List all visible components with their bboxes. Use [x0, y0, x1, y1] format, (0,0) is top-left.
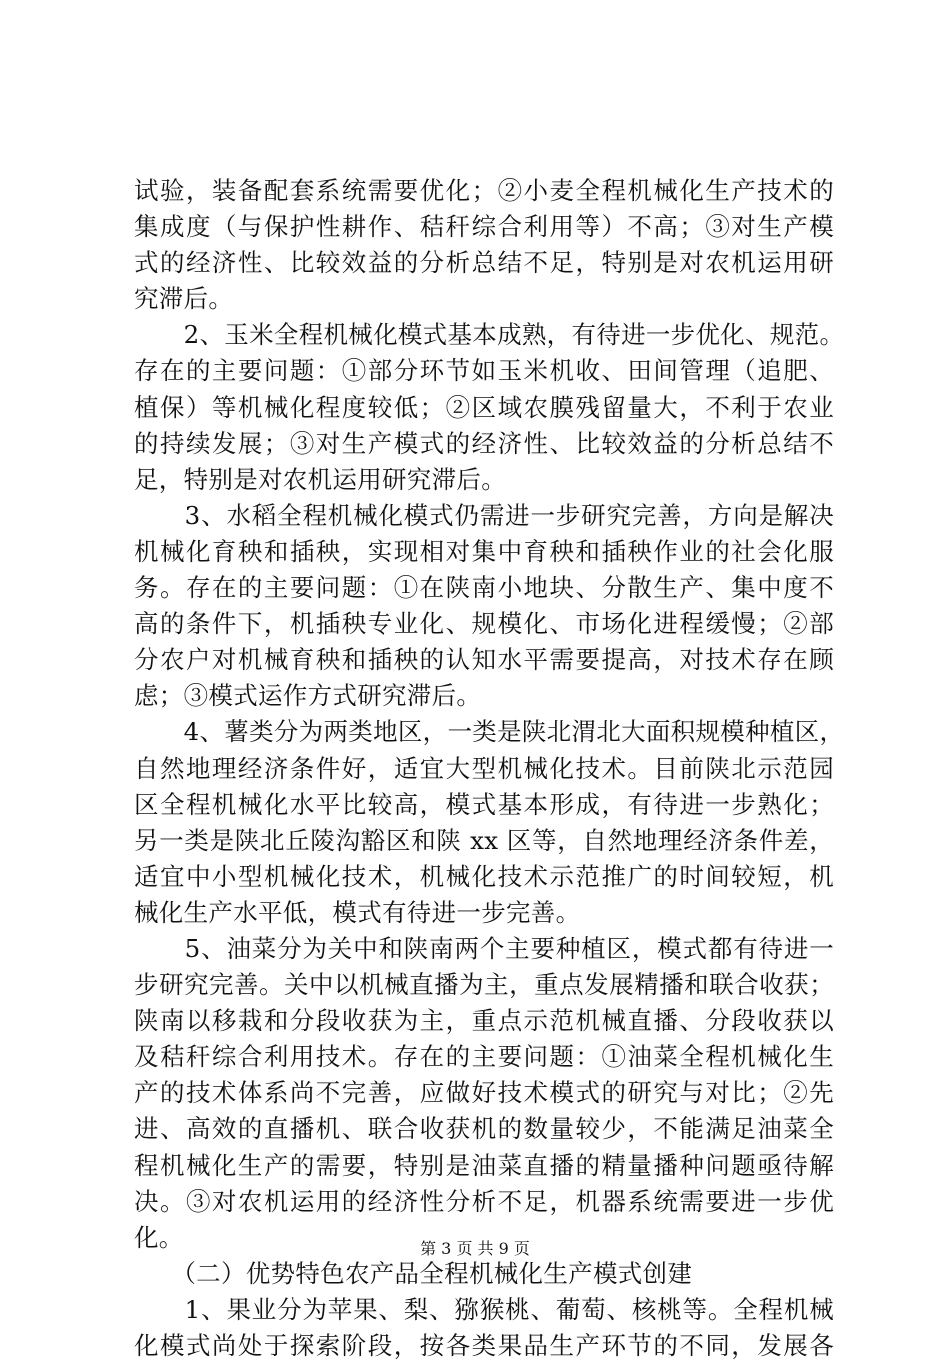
text-line: 产的技术体系尚不完善，应做好技术模式的研究与对比；②先 [134, 1078, 834, 1108]
text-line: 植保）等机械化程度较低；②区域农膜残留量大，不利于农业 [134, 392, 834, 422]
text-line: 另一类是陕北丘陵沟豁区和陕 xx 区等，自然地理经济条件差， [134, 825, 834, 855]
text-line: 务。存在的主要问题：①在陕南小地块、分散生产、集中度不 [134, 573, 834, 603]
text-line: 3、水稻全程机械化模式仍需进一步研究完善，方向是解决 [134, 500, 835, 530]
text-line: 4、薯类分为两类地区，一类是陕北渭北大面积规模种植区， [134, 717, 845, 747]
text-line: 存在的主要问题：①部分环节如玉米机收、田间管理（追肥、 [134, 356, 834, 386]
text-line: 械化生产水平低，模式有待进一步完善。 [134, 897, 581, 927]
text-line: 分农户对机械育秧和插秧的认知水平需要提高，对技术存在顾 [134, 645, 834, 675]
text-line: 及秸秆综合利用技术。存在的主要问题：①油菜全程机械化生 [134, 1042, 834, 1072]
text-line: 区全程机械化水平比较高，模式基本形成，有待进一步熟化； [134, 789, 834, 819]
text-line: 适宜中小型机械化技术，机械化技术示范推广的时间较短，机 [134, 861, 834, 891]
text-line: 步研究完善。关中以机械直播为主，重点发展精播和联合收获； [134, 970, 834, 1000]
text-line: 化模式尚处于探索阶段，按各类果品生产环节的不同，发展各 [134, 1331, 834, 1360]
text-line: 程机械化生产的需要，特别是油菜直播的精量播种问题亟待解 [134, 1150, 834, 1180]
text-line: 自然地理经济条件好，适宜大型机械化技术。目前陕北示范园 [134, 753, 834, 783]
text-line: 2、玉米全程机械化模式基本成熟，有待进一步优化、规范。 [134, 320, 845, 350]
text-line: （二）优势特色农产品全程机械化生产模式创建 [134, 1258, 693, 1288]
text-line: 的持续发展；③对生产模式的经济性、比较效益的分析总结不 [134, 428, 834, 458]
text-line: 化。 [134, 1222, 184, 1252]
text-line: 足，特别是对农机运用研究滞后。 [134, 464, 506, 494]
text-line: 决。③对农机运用的经济性分析不足，机器系统需要进一步优 [134, 1186, 834, 1216]
text-line: 5、油菜分为关中和陕南两个主要种植区，模式都有待进一 [134, 933, 835, 963]
text-line: 高的条件下，机插秧专业化、规模化、市场化进程缓慢；②部 [134, 609, 834, 639]
text-line: 虑；③模式运作方式研究滞后。 [134, 681, 482, 711]
text-line: 集成度（与保护性耕作、秸秆综合利用等）不高；③对生产模 [134, 212, 834, 242]
text-line: 1、果业分为苹果、梨、猕猴桃、葡萄、核桃等。全程机械 [134, 1294, 835, 1324]
text-line: 陕南以移栽和分段收获为主，重点示范机械直播、分段收获以 [134, 1006, 834, 1036]
page-footer: 第 3 页 共 9 页 [420, 1239, 530, 1258]
text-line: 式的经济性、比较效益的分析总结不足，特别是对农机运用研 [134, 248, 834, 278]
text-line: 究滞后。 [134, 284, 234, 314]
text-line: 机械化育秧和插秧，实现相对集中育秧和插秧作业的社会化服 [134, 536, 834, 566]
body-text [134, 173, 845, 1364]
text-line: 试验，装备配套系统需要优化；②小麦全程机械化生产技术的 [134, 176, 834, 205]
text-line: 进、高效的直播机、联合收获机的数量较少，不能满足油菜全 [134, 1114, 834, 1144]
